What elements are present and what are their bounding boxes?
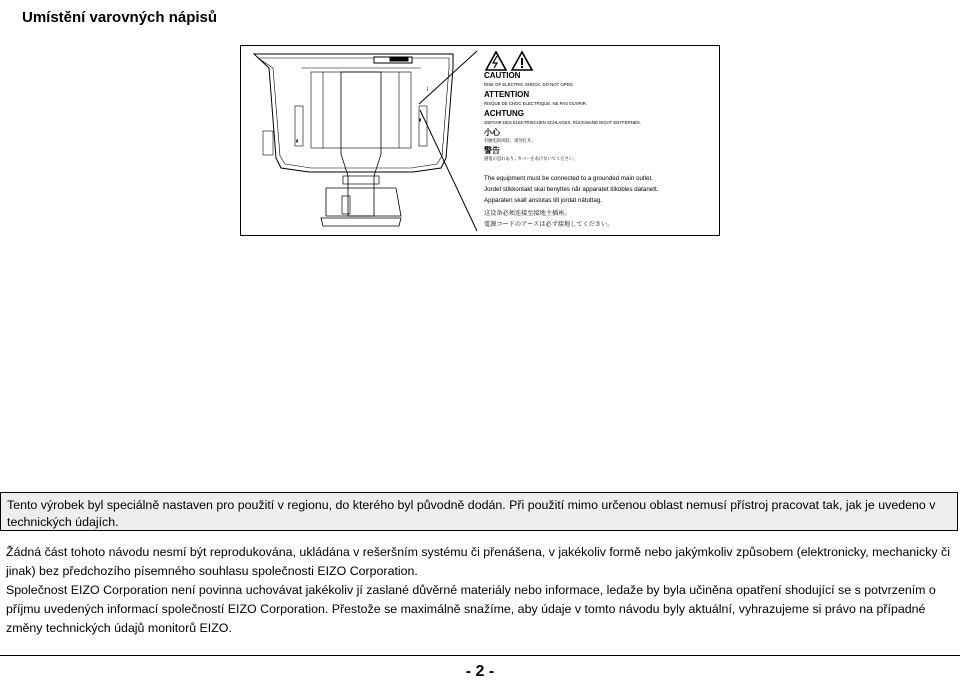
copyright-paragraph: Žádná část tohoto návodu nesmí být reprodukována, ukládána v rešeršním systému či přenášena, v jakékoliv formě nebo jakýmkoliv způsobem (elektronicky, mechanicky či jinak) bez předchozího písemného souhlasu společnosti EIZO Corporation. bbox=[6, 545, 950, 578]
label-line-grounding: Jordet stikkontakt skal benyttes når apparatet tilkobles datanett. bbox=[484, 186, 659, 193]
label-line-grounding: Apparaten skall anslutas till jordat nätuttag. bbox=[484, 197, 602, 204]
label-line-japanese-warning: 警告 bbox=[484, 146, 500, 155]
label-line: GEFAHR DES ELEKTRISCHEN SCHLAGES. RÜCKWAND NICHT ENTFERNEN. bbox=[484, 120, 641, 125]
section-heading: Umístění varovných nápisů bbox=[22, 9, 218, 26]
footer-divider bbox=[0, 655, 960, 656]
label-line: 感電の恐れあり｡ カバーをあけないでください｡ bbox=[484, 156, 576, 161]
label-line: RISK OF ELECTRIC SHOCK. DO NOT OPEN. bbox=[484, 82, 574, 87]
label-line: 有触电的风险。请勿打开。 bbox=[484, 138, 536, 143]
label-line-caution: CAUTION bbox=[484, 71, 521, 80]
warning-label-figure bbox=[240, 45, 720, 236]
region-note-text: Tento výrobek byl speciálně nastaven pro použití v regionu, do kterého byl původně dodán. Při použití mimo určenou oblast nemusí přístroj pracovat tak, jak je uvedeno v technických údajích. bbox=[7, 498, 936, 529]
warning-triangle-icons bbox=[483, 50, 543, 72]
label-line-achtung: ACHTUNG bbox=[484, 109, 524, 118]
svg-text:j: j bbox=[427, 86, 429, 92]
monitor-rear-illustration bbox=[241, 46, 481, 237]
label-line-grounding: The equipment must be connected to a grounded main outlet. bbox=[484, 175, 653, 182]
svg-text:▮: ▮ bbox=[419, 117, 422, 122]
label-line-attention: ATTENTION bbox=[484, 90, 530, 99]
label-line-chinese-caution: 小心 bbox=[484, 128, 500, 137]
region-note-box bbox=[0, 492, 958, 531]
confidentiality-paragraph: Společnost EIZO Corporation není povinna uchovávat jakékoliv jí zaslané důvěrné materiály nebo informace, ledaže by byla učiněna opatření shodující se s potvrzením o příjmu uvedených informací společností EIZO Corporation. Přestože se maximálně snažíme, aby údaje v tomto návodu byly aktuální, vyhrazujeme si právo na případné změny technických údajů monitorů EIZO. bbox=[6, 583, 936, 635]
label-line-grounding: 電源コードのアースは必ず接地してください。 bbox=[484, 221, 614, 228]
svg-text:▮: ▮ bbox=[296, 138, 299, 143]
label-line: RISQUE DE CHOC ELECTRIQUE. NE PAS OUVRIR. bbox=[484, 101, 588, 106]
label-line-grounding: 这设备必须连接至接地主插座。 bbox=[484, 210, 571, 217]
page-number: - 2 - bbox=[465, 663, 495, 680]
